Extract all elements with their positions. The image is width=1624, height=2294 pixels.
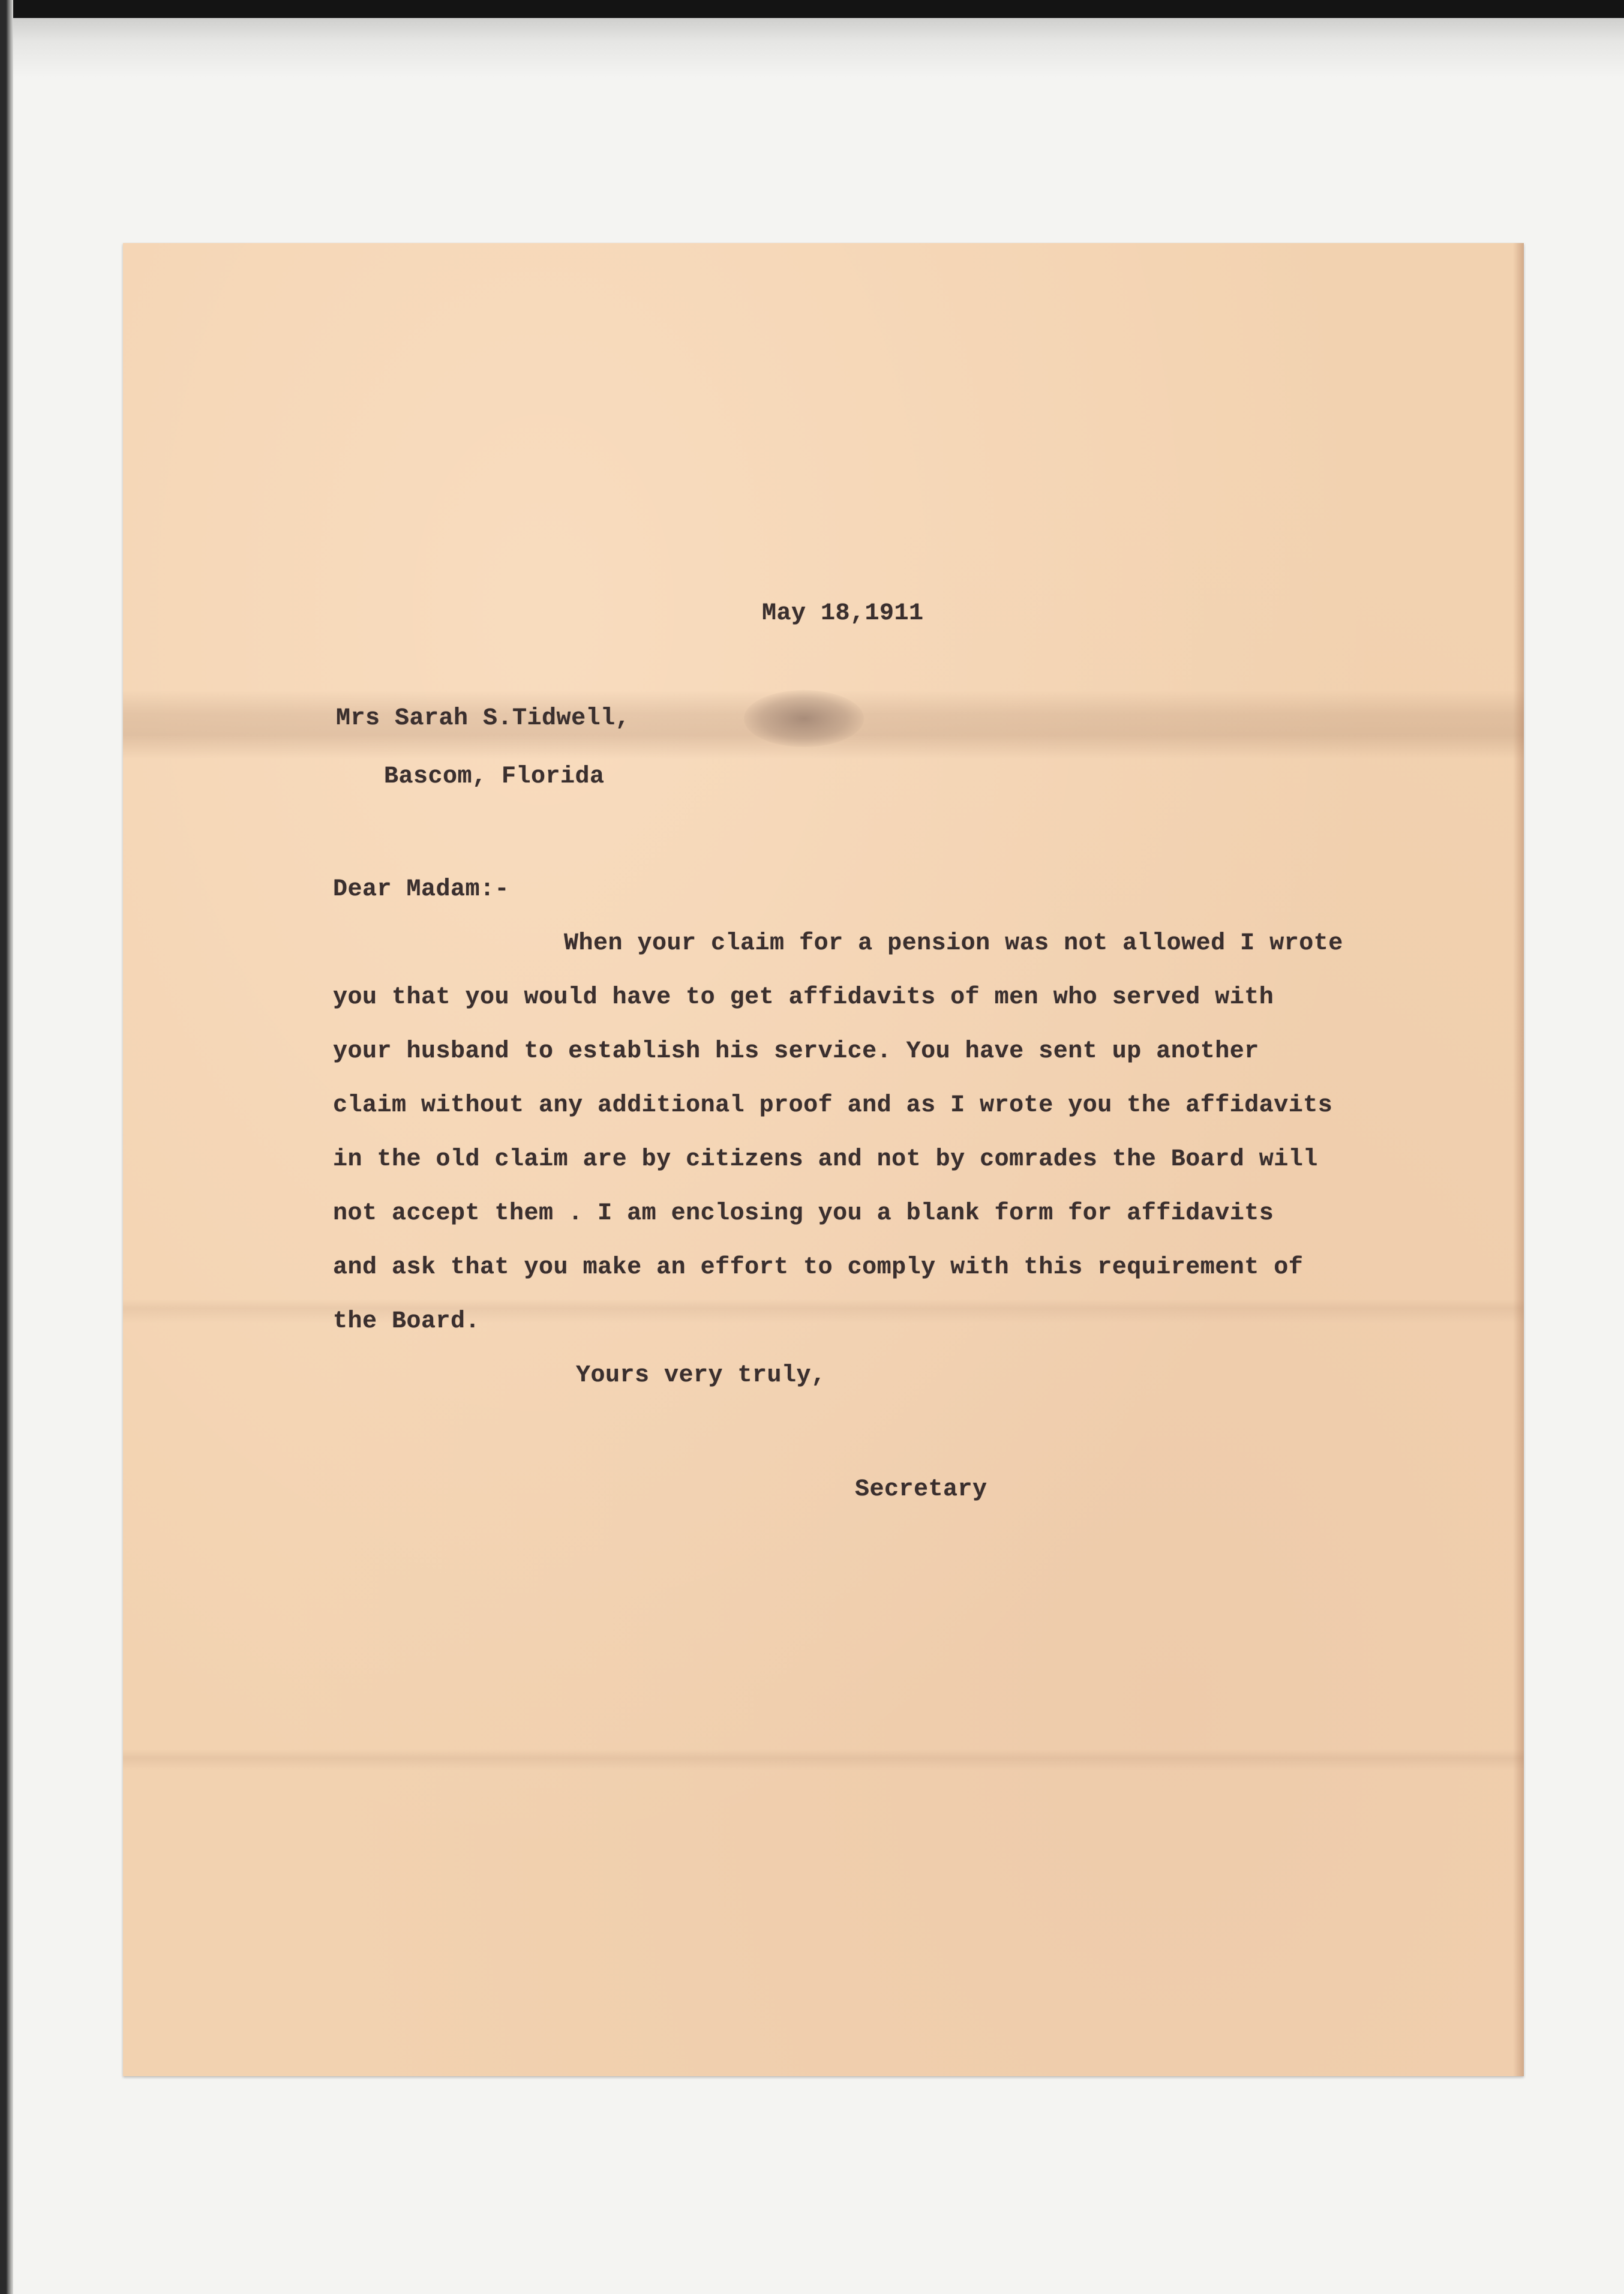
recipient-place: Bascom, Florida: [384, 763, 605, 790]
letter-date: May 18,1911: [762, 600, 924, 627]
ink-smudge: [744, 690, 864, 747]
body-line: in the old claim are by citizens and not by comrades the Board will: [333, 1146, 1318, 1173]
body-line: not accept them . I am enclosing you a blank form for affidavits: [333, 1200, 1274, 1227]
letter-paper: [123, 243, 1524, 2076]
paper-right-edge: [1513, 243, 1524, 2076]
scan-top-shade: [13, 18, 1624, 78]
body-line: claim without any additional proof and as I wrote you the affidavits: [333, 1092, 1333, 1119]
scan-top-edge: [0, 0, 1624, 18]
body-line: you that you would have to get affidavits of men who served with: [333, 984, 1274, 1011]
body-line: and ask that you make an effort to comply with this requirement of: [333, 1254, 1304, 1281]
salutation: Dear Madam:-: [333, 876, 510, 903]
body-line: the Board.: [333, 1308, 481, 1335]
closing: Yours very truly,: [576, 1362, 826, 1389]
recipient-name: Mrs Sarah S.Tidwell,: [336, 705, 631, 732]
body-line: When your claim for a pension was not allowed I wrote: [564, 930, 1343, 957]
signature-title: Secretary: [855, 1476, 987, 1503]
body-line: your husband to establish his service. You have sent up another: [333, 1038, 1259, 1065]
scan-left-edge: [0, 0, 13, 2294]
